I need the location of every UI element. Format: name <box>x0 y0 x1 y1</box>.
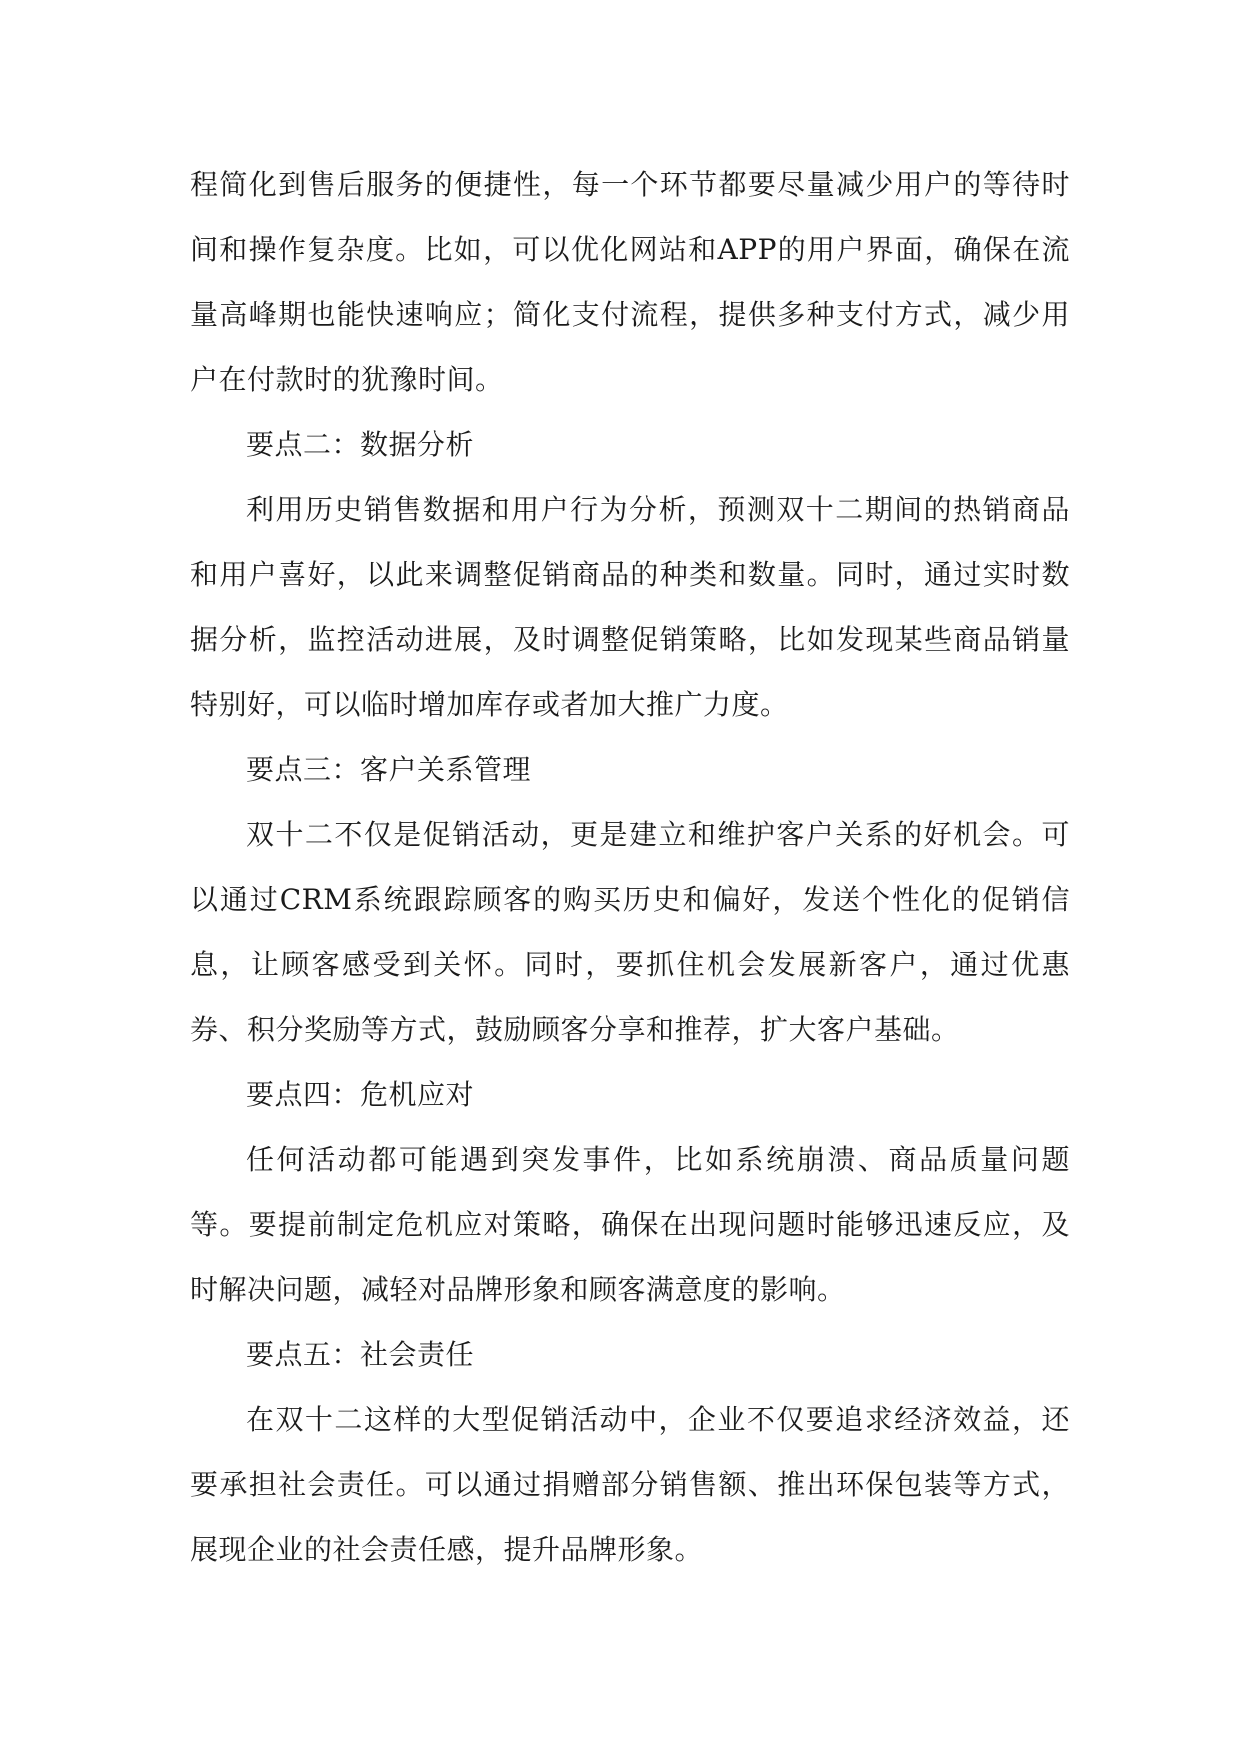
section-heading-social-responsibility: 要点五：社会责任 <box>246 1338 475 1371</box>
section-heading-crisis-response: 要点四：危机应对 <box>246 1078 475 1111</box>
paragraph-data-analysis: 利用历史销售数据和用户行为分析，预测双十二期间的热销商品和用户喜好，以此来调整促销商品的种类和数量。同时，通过实时数据分析，监控活动进展，及时调整促销策略，比如发现某些商品销量特别好，可以临时增加库存或者加大推广力度。 <box>190 493 1070 721</box>
section-heading-data-analysis: 要点二：数据分析 <box>246 428 475 461</box>
paragraph-continued: 程简化到售后服务的便捷性，每一个环节都要尽量减少用户的等待时间和操作复杂度。比如，可以优化网站和APP的用户界面，确保在流量高峰期也能快速响应；简化支付流程，提供多种支付方式，减少用户在付款时的犹豫时间。 <box>190 168 1070 396</box>
paragraph-social-responsibility: 在双十二这样的大型促销活动中，企业不仅要追求经济效益，还要承担社会责任。可以通过捐赠部分销售额、推出环保包装等方式，展现企业的社会责任感，提升品牌形象。 <box>190 1403 1070 1566</box>
section-heading-customer-relations: 要点三：客户关系管理 <box>246 753 532 786</box>
paragraph-crisis-response: 任何活动都可能遇到突发事件，比如系统崩溃、商品质量问题等。要提前制定危机应对策略，确保在出现问题时能够迅速反应，及时解决问题，减轻对品牌形象和顾客满意度的影响。 <box>190 1143 1070 1306</box>
document-body <box>190 152 1070 1582</box>
paragraph-customer-relations: 双十二不仅是促销活动，更是建立和维护客户关系的好机会。可以通过CRM系统跟踪顾客的购买历史和偏好，发送个性化的促销信息，让顾客感受到关怀。同时，要抓住机会发展新客户，通过优惠券、积分奖励等方式，鼓励顾客分享和推荐，扩大客户基础。 <box>190 818 1070 1046</box>
